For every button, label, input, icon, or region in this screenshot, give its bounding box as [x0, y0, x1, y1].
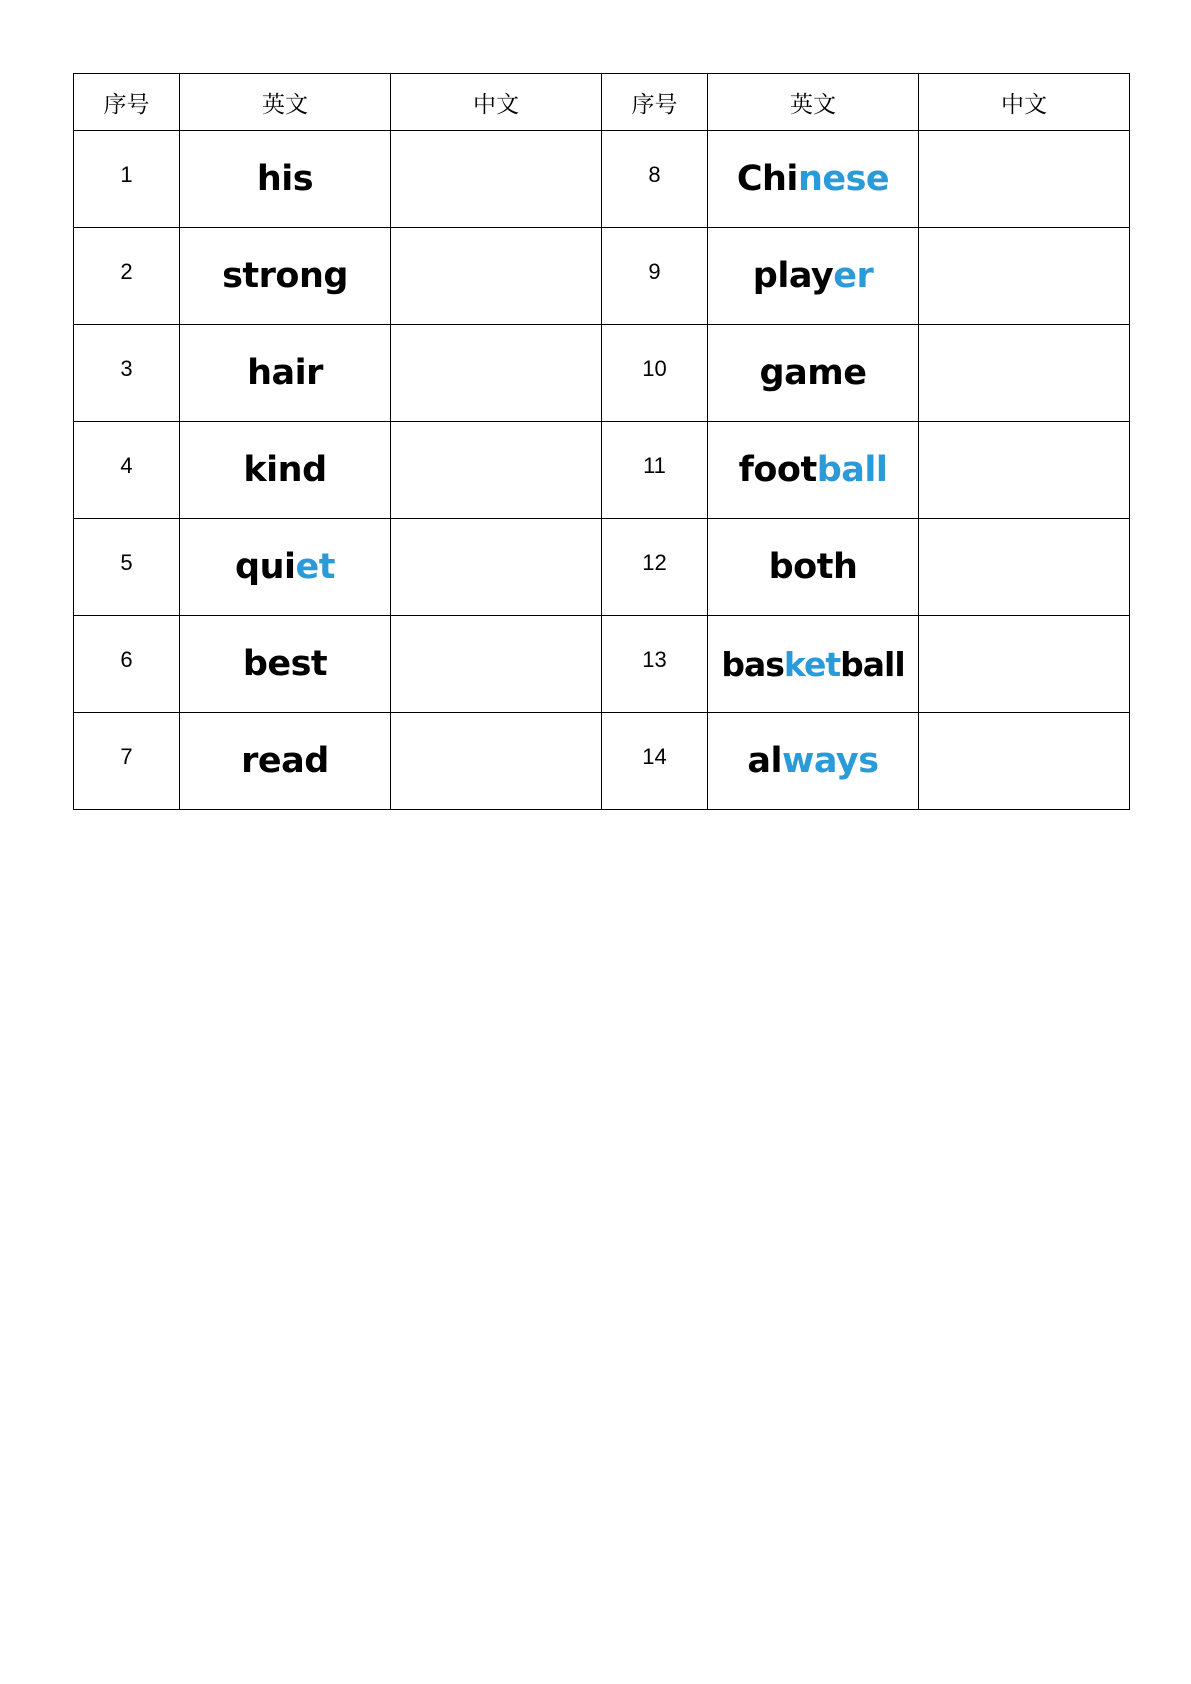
english-word — [247, 353, 323, 393]
number-cell — [602, 616, 708, 713]
item-number: 9 — [648, 259, 661, 284]
item-number: 11 — [643, 453, 666, 478]
word-segment: al — [747, 741, 783, 781]
item-number: 6 — [120, 647, 133, 672]
item-number: 12 — [642, 550, 667, 575]
number-cell — [74, 713, 180, 810]
word-highlight-segment: nese — [797, 159, 890, 199]
table-row — [74, 713, 1130, 810]
english-word — [241, 741, 329, 781]
item-number: 14 — [642, 744, 667, 769]
number-cell — [74, 422, 180, 519]
table-row — [74, 228, 1130, 325]
vocabulary-table — [73, 73, 1130, 810]
header-english: 英文 — [180, 74, 391, 131]
header-chinese: 中文 — [919, 74, 1130, 131]
english-word-cell — [180, 131, 391, 228]
chinese-answer-cell[interactable] — [391, 422, 602, 519]
word-segment: best — [242, 644, 328, 684]
english-word-cell — [708, 519, 919, 616]
word-highlight-segment: ket — [783, 644, 841, 684]
chinese-answer-cell[interactable] — [391, 131, 602, 228]
chinese-answer-cell[interactable] — [919, 713, 1130, 810]
english-word-cell — [708, 131, 919, 228]
table-row — [74, 131, 1130, 228]
number-cell — [74, 616, 180, 713]
table-row — [74, 325, 1130, 422]
word-segment: qui — [235, 547, 296, 587]
table-row — [74, 519, 1130, 616]
english-word-cell — [180, 325, 391, 422]
chinese-answer-cell[interactable] — [391, 713, 602, 810]
english-word-cell — [180, 228, 391, 325]
english-word — [235, 547, 335, 587]
number-cell — [74, 519, 180, 616]
english-word-cell — [708, 228, 919, 325]
item-number: 4 — [120, 453, 133, 478]
chinese-answer-cell[interactable] — [391, 519, 602, 616]
item-number: 3 — [120, 356, 133, 381]
number-cell — [602, 325, 708, 422]
chinese-answer-cell[interactable] — [391, 228, 602, 325]
english-word — [739, 450, 888, 490]
english-word — [243, 450, 326, 490]
item-number: 7 — [120, 744, 133, 769]
english-word — [760, 353, 867, 393]
english-word-cell — [708, 616, 919, 713]
number-cell — [602, 131, 708, 228]
table-row — [74, 422, 1130, 519]
english-word-cell — [180, 519, 391, 616]
english-word-cell — [708, 325, 919, 422]
number-cell — [602, 519, 708, 616]
word-highlight-segment: ball — [816, 450, 888, 490]
number-cell — [74, 228, 180, 325]
item-number: 13 — [642, 647, 667, 672]
item-number: 2 — [120, 259, 133, 284]
header-chinese: 中文 — [391, 74, 602, 131]
word-segment: ball — [840, 644, 905, 684]
chinese-answer-cell[interactable] — [391, 616, 602, 713]
english-word — [257, 159, 313, 199]
word-segment: his — [256, 159, 314, 199]
word-segment: play — [752, 256, 834, 296]
chinese-answer-cell[interactable] — [919, 131, 1130, 228]
word-segment: Chi — [736, 159, 798, 199]
header-row — [74, 74, 1130, 131]
item-number: 8 — [648, 162, 661, 187]
word-highlight-segment: ways — [782, 741, 879, 781]
chinese-answer-cell[interactable] — [919, 519, 1130, 616]
english-word — [747, 741, 878, 781]
item-number: 10 — [642, 356, 667, 381]
english-word-cell — [180, 713, 391, 810]
english-word — [222, 256, 348, 296]
english-word-cell — [708, 422, 919, 519]
number-cell — [74, 325, 180, 422]
item-number: 1 — [120, 162, 133, 187]
word-segment: hair — [247, 353, 323, 393]
chinese-answer-cell[interactable] — [919, 228, 1130, 325]
header-english: 英文 — [708, 74, 919, 131]
word-segment: foot — [738, 450, 817, 490]
table-body — [74, 131, 1130, 810]
english-word-cell — [180, 616, 391, 713]
word-segment: strong — [222, 256, 348, 296]
number-cell — [602, 228, 708, 325]
chinese-answer-cell[interactable] — [919, 422, 1130, 519]
english-word — [769, 547, 858, 587]
header-number: 序号 — [74, 74, 180, 131]
word-segment: read — [241, 741, 329, 781]
english-word-cell — [180, 422, 391, 519]
item-number: 5 — [120, 550, 133, 575]
word-highlight-segment: er — [833, 256, 874, 296]
number-cell — [74, 131, 180, 228]
chinese-answer-cell[interactable] — [919, 325, 1130, 422]
english-word-cell — [708, 713, 919, 810]
chinese-answer-cell[interactable] — [919, 616, 1130, 713]
header-number: 序号 — [602, 74, 708, 131]
word-segment: game — [759, 353, 867, 393]
english-word — [243, 644, 327, 684]
english-word — [721, 645, 904, 684]
english-word — [753, 256, 873, 296]
chinese-answer-cell[interactable] — [391, 325, 602, 422]
number-cell — [602, 422, 708, 519]
word-segment: bas — [721, 644, 784, 684]
table-row — [74, 616, 1130, 713]
word-segment: kind — [243, 450, 327, 490]
number-cell — [602, 713, 708, 810]
english-word — [737, 159, 889, 199]
word-segment: both — [768, 547, 858, 587]
word-highlight-segment: et — [295, 547, 335, 587]
